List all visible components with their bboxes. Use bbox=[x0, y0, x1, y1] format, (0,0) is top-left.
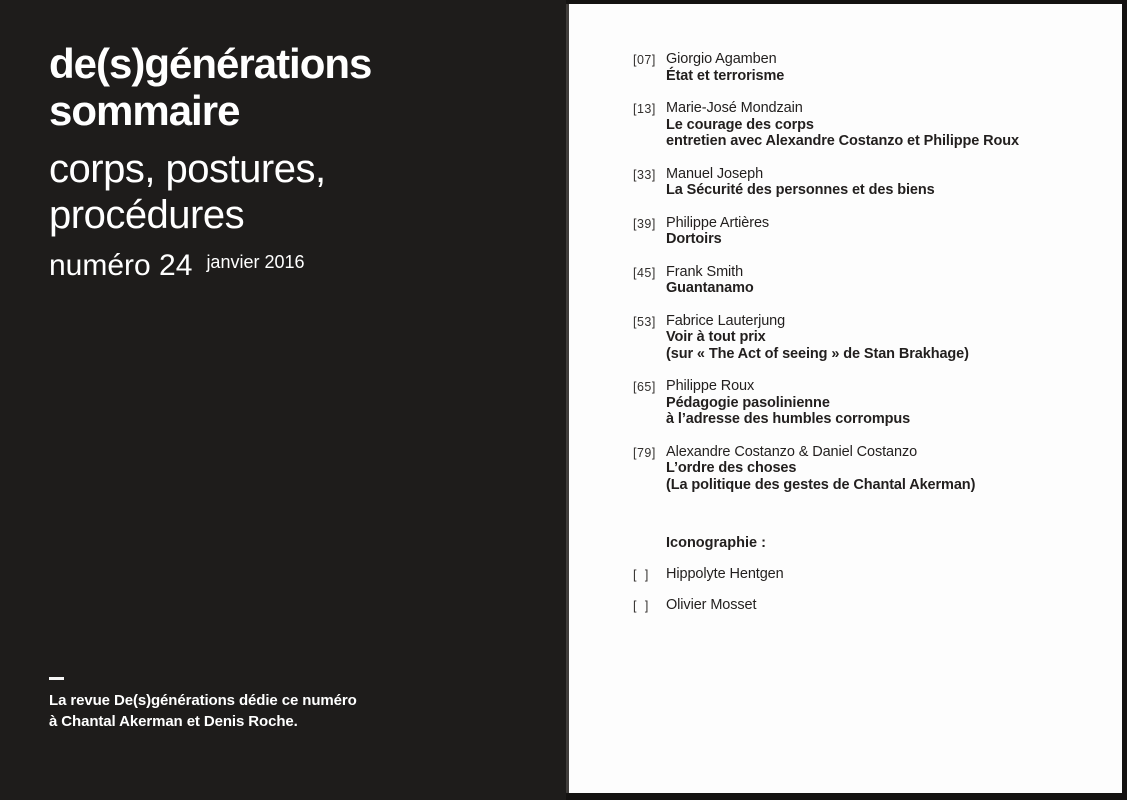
entry-body bbox=[666, 100, 1019, 150]
issue-date: janvier 2016 bbox=[206, 252, 305, 272]
entry-page-number: [39] bbox=[633, 216, 656, 231]
issue-number: numéro 24 bbox=[49, 249, 193, 282]
issue-line bbox=[49, 249, 371, 283]
iconography-heading: Iconographie : bbox=[666, 535, 766, 551]
iconography-section bbox=[569, 535, 1122, 629]
iconography-body bbox=[666, 566, 784, 583]
journal-title: de(s)générations bbox=[49, 40, 372, 87]
entry-page-number: [33] bbox=[633, 167, 656, 182]
dedication-block bbox=[49, 677, 357, 732]
toc-list bbox=[569, 51, 1122, 509]
sommaire-heading: sommaire bbox=[49, 87, 240, 134]
theme-line-2: procédures bbox=[49, 193, 245, 237]
entry-title-line: (La politique des gestes de Chantal Akerman) bbox=[666, 476, 976, 493]
dash-rule bbox=[49, 677, 64, 680]
entry-title-line: État et terrorisme bbox=[666, 67, 785, 84]
toc-entry bbox=[569, 100, 1122, 150]
entry-author: Philippe Roux bbox=[666, 378, 755, 394]
toc-entry bbox=[569, 166, 1122, 199]
iconography-name: Olivier Mosset bbox=[666, 597, 757, 613]
entry-author: Frank Smith bbox=[666, 263, 744, 280]
masthead bbox=[49, 40, 371, 283]
iconography-name: Hippolyte Hentgen bbox=[666, 565, 784, 582]
entry-page-number: [07] bbox=[633, 53, 656, 67]
entry-title-line: Pédagogie pasolinienne bbox=[666, 394, 830, 411]
entry-body bbox=[666, 166, 935, 199]
toc-entry bbox=[569, 51, 1122, 84]
dedication-line-1: La revue De(s)générations dédie ce numéro bbox=[49, 692, 357, 709]
entry-title-line: entretien avec Alexandre Costanzo et Philippe Roux bbox=[666, 133, 1020, 149]
entry-body bbox=[666, 378, 910, 428]
entry-page-number: [79] bbox=[633, 445, 656, 460]
entry-author: Manuel Joseph bbox=[666, 165, 764, 182]
toc-page bbox=[566, 4, 1122, 793]
toc-entry bbox=[569, 444, 1122, 494]
entry-title-line: (sur « The Act of seeing » de Stan Brakhage) bbox=[666, 345, 969, 362]
entry-body bbox=[666, 264, 754, 297]
dedication-line-2: à Chantal Akerman et Denis Roche. bbox=[49, 713, 298, 730]
entry-title-line: Voir à tout prix bbox=[666, 329, 766, 345]
entry-title-line: La Sécurité des personnes et des biens bbox=[666, 182, 935, 198]
entry-author: Giorgio Agamben bbox=[666, 51, 777, 67]
entry-page-number: [65] bbox=[633, 380, 656, 394]
entry-title-line: Dortoirs bbox=[666, 231, 722, 247]
entry-title-line: Le courage des corps bbox=[666, 116, 814, 133]
toc-entry bbox=[569, 215, 1122, 248]
theme-line-1: corps, postures, bbox=[49, 147, 326, 191]
entry-body bbox=[666, 215, 769, 248]
toc-entry bbox=[569, 264, 1122, 297]
entry-title-line: à l’adresse des humbles corrompus bbox=[666, 411, 911, 427]
iconography-page-placeholder: [ ] bbox=[633, 599, 649, 613]
entry-author: Marie-José Mondzain bbox=[666, 100, 803, 116]
entry-title-line: Guantanamo bbox=[666, 280, 754, 296]
entry-author: Fabrice Lauterjung bbox=[666, 312, 786, 329]
entry-page-number: [45] bbox=[633, 265, 656, 280]
iconography-item bbox=[569, 597, 1122, 614]
entry-title-line: L’ordre des choses bbox=[666, 460, 797, 476]
entry-author: Philippe Artières bbox=[666, 214, 770, 231]
toc-entry bbox=[569, 378, 1122, 428]
entry-author: Alexandre Costanzo & Daniel Costanzo bbox=[666, 443, 918, 460]
entry-body bbox=[666, 51, 784, 84]
iconography-item bbox=[569, 566, 1122, 583]
entry-body bbox=[666, 444, 975, 494]
iconography-page-placeholder: [ ] bbox=[633, 567, 649, 582]
entry-page-number: [53] bbox=[633, 314, 656, 329]
toc-entry bbox=[569, 313, 1122, 363]
entry-page-number: [13] bbox=[633, 102, 656, 116]
iconography-list bbox=[569, 566, 1122, 614]
entry-body bbox=[666, 313, 969, 363]
iconography-body bbox=[666, 597, 756, 614]
